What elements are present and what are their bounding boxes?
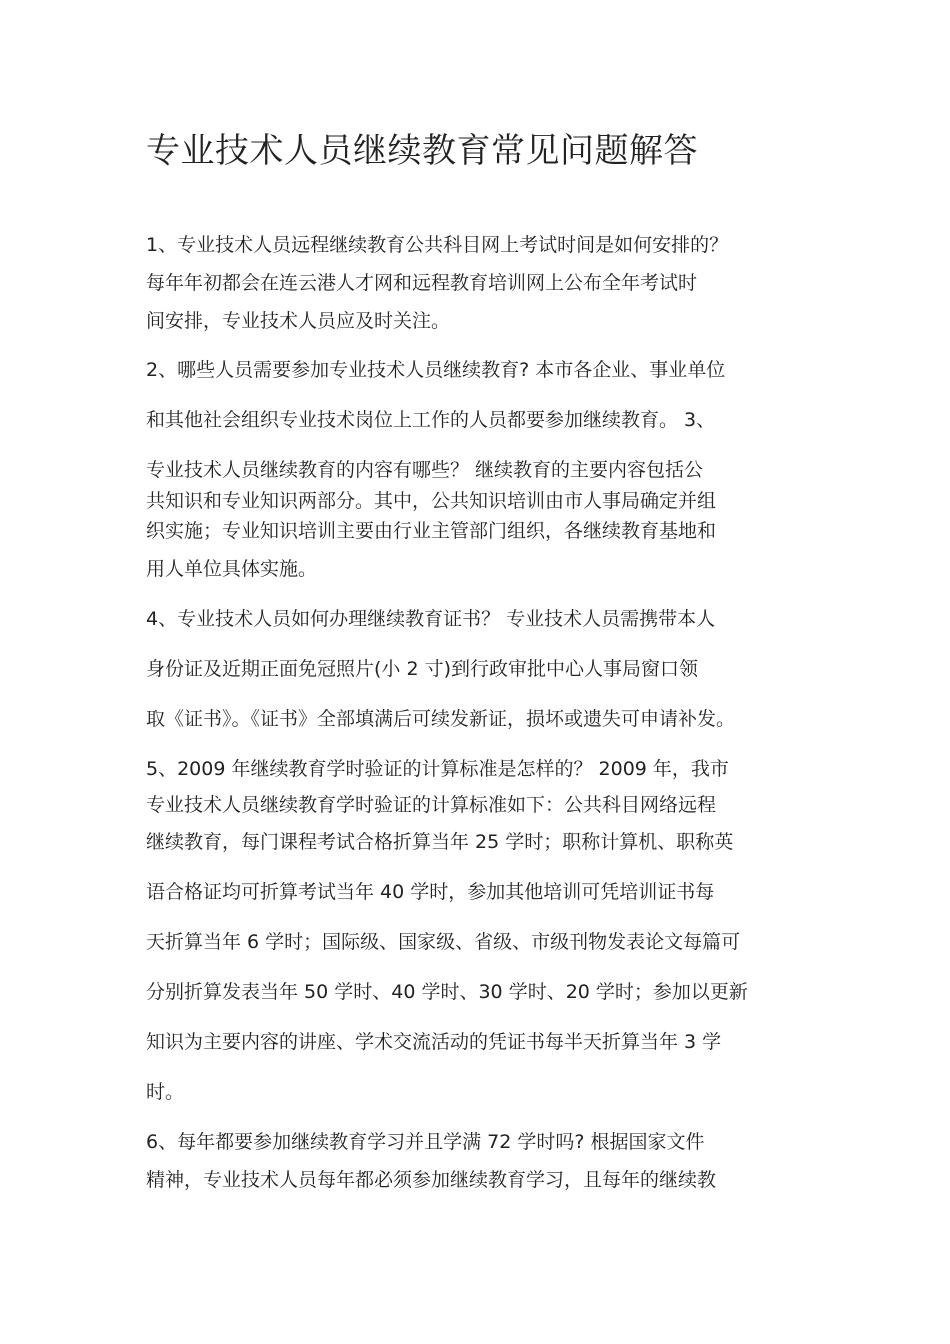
paragraph-line-21: 6、每年都要参加继续教育学习并且学满 72 学时吗? 根据国家文件 xyxy=(146,1131,705,1153)
paragraph-line-12: 取《证书》。《证书》全部填满后可续发新证，损坏或遗失可申请补发。 xyxy=(146,708,736,730)
paragraph-line-3: 间安排，专业技术人员应及时关注。 xyxy=(146,310,451,332)
paragraph-line-10: 4、专业技术人员如何办理继续教育证书？ 专业技术人员需携带本人 xyxy=(146,608,716,630)
paragraph-line-16: 语合格证均可折算考试当年 40 学时，参加其他培训可凭培训证书每 xyxy=(146,881,715,903)
paragraph-line-13: 5、2009 年继续教育学时验证的计算标准是怎样的？ 2009 年，我市 xyxy=(146,758,729,780)
paragraph-line-14: 专业技术人员继续教育学时验证的计算标准如下：公共科目网络远程 xyxy=(146,794,717,816)
paragraph-line-17: 天折算当年 6 学时；国际级、国家级、省级、市级刊物发表论文每篇可 xyxy=(146,931,741,953)
paragraph-line-2: 每年年初都会在连云港人才网和远程教育培训网上公布全年考试时 xyxy=(146,272,698,294)
paragraph-line-22: 精神，专业技术人员每年都必须参加继续教育学习，且每年的继续教 xyxy=(146,1169,717,1191)
paragraph-line-9: 用人单位具体实施。 xyxy=(146,558,318,580)
paragraph-line-20: 时。 xyxy=(146,1081,185,1103)
paragraph-line-5: 和其他社会组织专业技术岗位上工作的人员都要参加继续教育。 3、 xyxy=(146,409,716,431)
paragraph-line-11: 身份证及近期正面免冠照片(小 2 寸)到行政审批中心人事局窗口领 xyxy=(146,658,698,680)
paragraph-line-15: 继续教育，每门课程考试合格折算当年 25 学时；职称计算机、职称英 xyxy=(146,831,734,853)
paragraph-line-19: 知识为主要内容的讲座、学术交流活动的凭证书每半天折算当年 3 学 xyxy=(146,1031,722,1053)
paragraph-line-4: 2、哪些人员需要参加专业技术人员继续教育? 本市各企业、事业单位 xyxy=(146,359,726,381)
paragraph-line-1: 1、专业技术人员远程继续教育公共科目网上考试时间是如何安排的？ xyxy=(146,234,729,256)
paragraph-line-6: 专业技术人员继续教育的内容有哪些？ 继续教育的主要内容包括公 xyxy=(146,459,704,481)
paragraph-line-8: 织实施；专业知识培训主要由行业主管部门组织，各继续教育基地和 xyxy=(146,520,717,542)
paragraph-line-18: 分别折算发表当年 50 学时、40 学时、30 学时、20 学时；参加以更新 xyxy=(146,981,748,1003)
paragraph-line-7: 共知识和专业知识两部分。其中，公共知识培训由市人事局确定并组 xyxy=(146,490,717,512)
document-title: 专业技术人员继续教育常见问题解答 xyxy=(146,131,698,171)
